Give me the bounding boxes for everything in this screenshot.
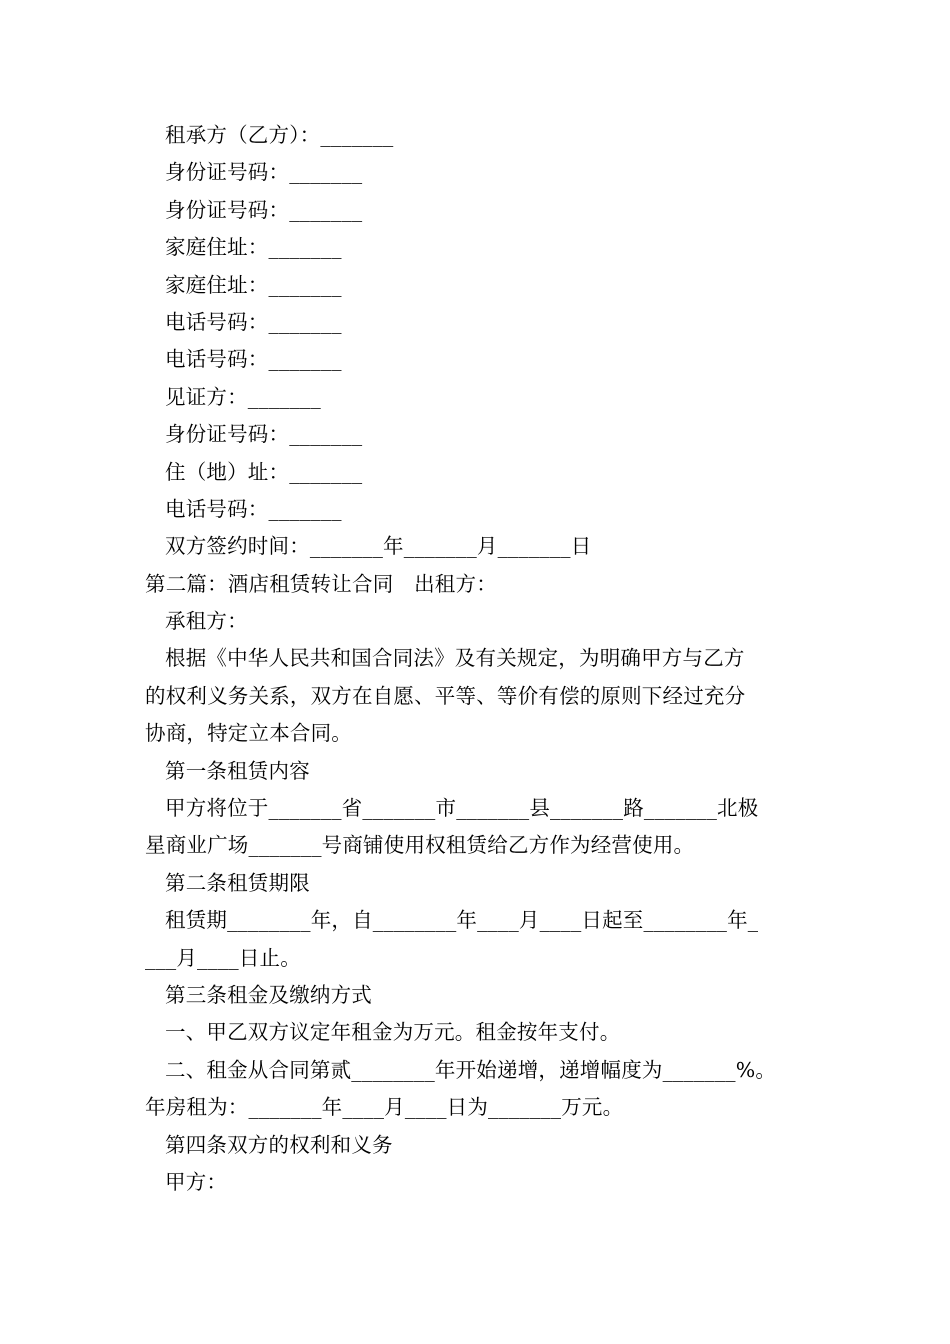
signing-date-line: 双方签约时间：_______年_______月_______日: [165, 534, 592, 559]
id-number-line: 身份证号码：_______: [165, 160, 363, 185]
phone-number-line: 电话号码：_______: [165, 496, 342, 521]
witness-line: 见证方：_______: [165, 384, 321, 409]
section-heading: 第二篇：酒店租赁转让合同 出租方：: [145, 571, 497, 596]
article-text-line: 租赁期________年，自________年____月____日起至________年_: [165, 908, 759, 933]
preamble-line: 根据《中华人民共和国合同法》及有关规定，为明确甲方与乙方: [165, 646, 745, 671]
id-number-line: 身份证号码：_______: [165, 422, 363, 447]
lessee-label-line: 承租方：: [165, 609, 248, 634]
address-line: 住（地）址：_______: [165, 459, 363, 484]
article-heading: 第二条租赁期限: [165, 870, 310, 895]
article-heading: 第四条双方的权利和义务: [165, 1132, 393, 1157]
preamble-line: 的权利义务关系，双方在自愿、平等、等价有偿的原则下经过充分: [145, 683, 746, 708]
article-text-line: 星商业广场_______号商铺使用权租赁给乙方作为经营使用。: [145, 833, 695, 858]
phone-number-line: 电话号码：_______: [165, 309, 342, 334]
preamble-line: 协商，特定立本合同。: [145, 721, 352, 746]
id-number-line: 身份证号码：_______: [165, 197, 363, 222]
article-text-line: 二、租金从合同第贰________年开始递增，递增幅度为_______%。: [165, 1057, 777, 1082]
article-text-line: ___月____日止。: [145, 945, 301, 970]
article-text-line: 年房租为：_______年____月____日为_______万元。: [145, 1095, 624, 1120]
article-heading: 第三条租金及缴纳方式: [165, 982, 372, 1007]
article-text-line: 一、甲乙双方议定年租金为万元。租金按年支付。: [165, 1020, 621, 1045]
lessee-line: 租承方（乙方）：_______: [165, 123, 394, 147]
home-address-line: 家庭住址：_______: [165, 235, 342, 260]
article-text-line: 甲方将位于_______省_______市_______县_______路_______北极: [165, 796, 759, 821]
article-heading: 第一条租赁内容: [165, 758, 310, 783]
home-address-line: 家庭住址：_______: [165, 272, 342, 297]
party-a-label: 甲方：: [165, 1169, 228, 1194]
phone-number-line: 电话号码：_______: [165, 347, 342, 372]
contract-text: [145, 117, 815, 1201]
